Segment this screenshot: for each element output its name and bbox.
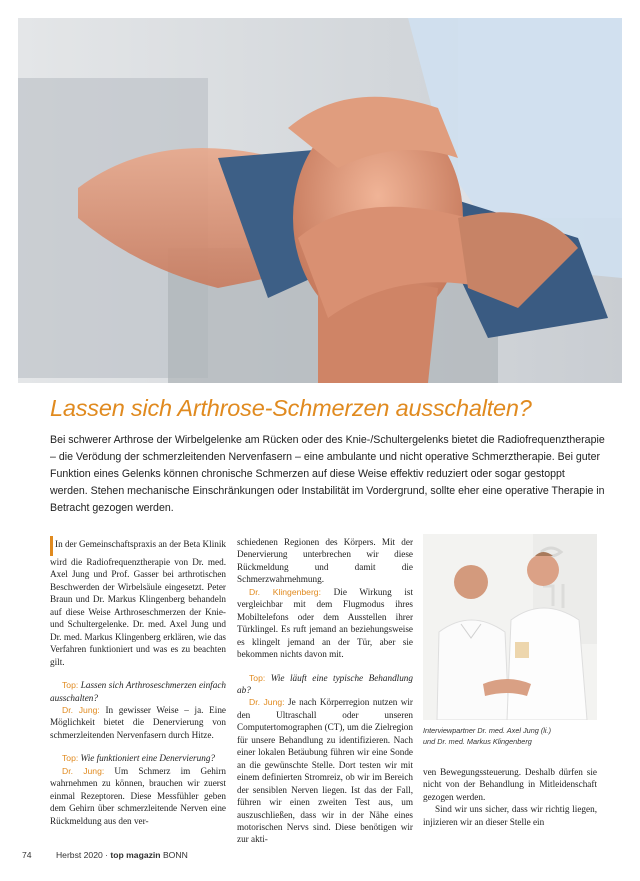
question-label: Top: xyxy=(62,753,79,764)
answer-label: Dr. Jung: xyxy=(62,704,100,715)
page-footer xyxy=(22,850,188,860)
question xyxy=(50,679,226,704)
photo-caption-line1: Interviewpartner Dr. med. Axel Jung (li.) xyxy=(423,726,552,735)
intro-first-letter: I xyxy=(55,539,59,549)
dropcap-bar xyxy=(50,536,53,556)
answer xyxy=(237,586,413,661)
answer-label: Dr. Jung: xyxy=(249,697,285,708)
answer-text: Um Schmerz im Gehirn wahrnehmen zu können, brauchen wir zuerst einmal Rezeptoren. Diese Messfühler geben dem Gehirn über schmerzleitende Nerven eine Rückmeldung aus den ver- xyxy=(50,765,226,826)
photo-caption-line2: und Dr. med. Markus Klingenberg xyxy=(423,736,532,746)
answer-label: Dr. Jung: xyxy=(62,765,105,776)
headline: Lassen sich Arthrose-Schmerzen ausschalten? xyxy=(50,395,532,421)
question-text: Wie läuft eine typische Behandlung ab? xyxy=(237,672,413,695)
page-number: 74 xyxy=(22,850,32,860)
body-paragraph: Sind wir uns sicher, dass wir richtig liegen, injizieren wir an dieser Stelle ein xyxy=(423,804,597,827)
column-3 xyxy=(423,766,597,828)
knee-pain-photo xyxy=(18,18,622,383)
question xyxy=(237,672,413,697)
photo-caption xyxy=(423,726,603,747)
hero-photo xyxy=(18,18,622,383)
answer xyxy=(237,696,413,845)
column-1 xyxy=(50,536,226,827)
answer-text: Je nach Körperregion nutzen wir den Ultraschall oder unseren Computertomographen (CT), um die Zielregion für unsere Behandlung zu identifizieren. Nach einer lokalen Betäubung führen wir eine Sonde an die gewünschte Stelle. Dort testen wir mit einem definierten Stromreiz, ob wir im Bereich der sensiblen Nerven liegen. Ist das der Fall, führen wir einen zweiten Test aus, um auszuschließen, dass wir in der Nähe eines motorischen Nervs sind. Diese benötigen wir zur akti- xyxy=(237,697,413,845)
magazine-city: BONN xyxy=(162,850,188,860)
doctors-portrait xyxy=(423,534,597,720)
question-text: Wie funktioniert eine Denervierung? xyxy=(80,753,216,764)
issue-label: Herbst 2020 · xyxy=(55,850,109,860)
body-paragraph: ven Bewegungssteuerung. Deshalb dürfen sie nicht von der Behandlung in Mitleidenschaft gezogen werden. xyxy=(423,767,597,802)
doctors-photo xyxy=(423,534,597,720)
lead-paragraph: Bei schwerer Arthrose der Wirbelgelenke am Rücken oder des Knie-/Schultergelenks bietet die Radiofrequenztherapie – die Verödung der schmerzleitenden Nervenfasern – eine ambulante und nicht operative Schmerztherapie. Bei guter Funktion eines Gelenks können chronische Schmerzen auf diese Weise effektiv reduziert oder sogar gestoppt werden. Stehen mechanische Einschränkungen oder Instabilität im Vordergrund, sollte eher eine operative Therapie in Betracht gezogen werden. xyxy=(50,434,605,515)
answer xyxy=(50,704,226,741)
body-paragraph: schiedenen Regionen des Körpers. Mit der Denervierung unterbrechen wir diese Rückmeldung und damit die Schmerzwahrnehmung. xyxy=(237,537,413,585)
magazine-name: top magazin xyxy=(110,850,161,860)
column-2 xyxy=(237,536,413,846)
intro-paragraph xyxy=(50,536,226,668)
question-label: Top: xyxy=(62,680,79,691)
question xyxy=(50,752,226,764)
answer xyxy=(50,765,226,827)
question-label: Top: xyxy=(249,672,266,683)
question-text: Lassen sich Arthroseschmerzen einfach ausschalten? xyxy=(50,680,226,703)
answer-label: Dr. Klingenberg: xyxy=(249,586,321,597)
answer-text: Die Wirkung ist vergleichbar mit dem Flugmodus ihres Mobiltelefons oder dem Ausstellen ihrer Türklingel. Es ruft jemand an beziehungsweise es klingelt jemand an der Tür, aber sie bekommen nichts davon mit. xyxy=(237,586,414,660)
intro-text: n der Gemeinschaftspraxis an der Beta Klinik wird die Radiofrequenztherapie von Dr. med. Axel Jung und Prof. Gasser bei arthrotischen Beschwerden der Wirbelsäule eingesetzt. Peter Braun und Dr. Markus Klingenberg behandeln auf diese Weise Arthroseschmerzen der Knie- und Schultergelenke. Dr. med. Axel Jung und Dr. med. Markus Klingenberg erklären, wie das Verfahren funktioniert und was es zu beachten gilt. xyxy=(50,539,226,667)
answer-text: In gewisser Weise – ja. Eine Möglichkeit bietet die Denervierung von schmerzleitenden Nervenfasern durch Hitze. xyxy=(50,704,226,740)
